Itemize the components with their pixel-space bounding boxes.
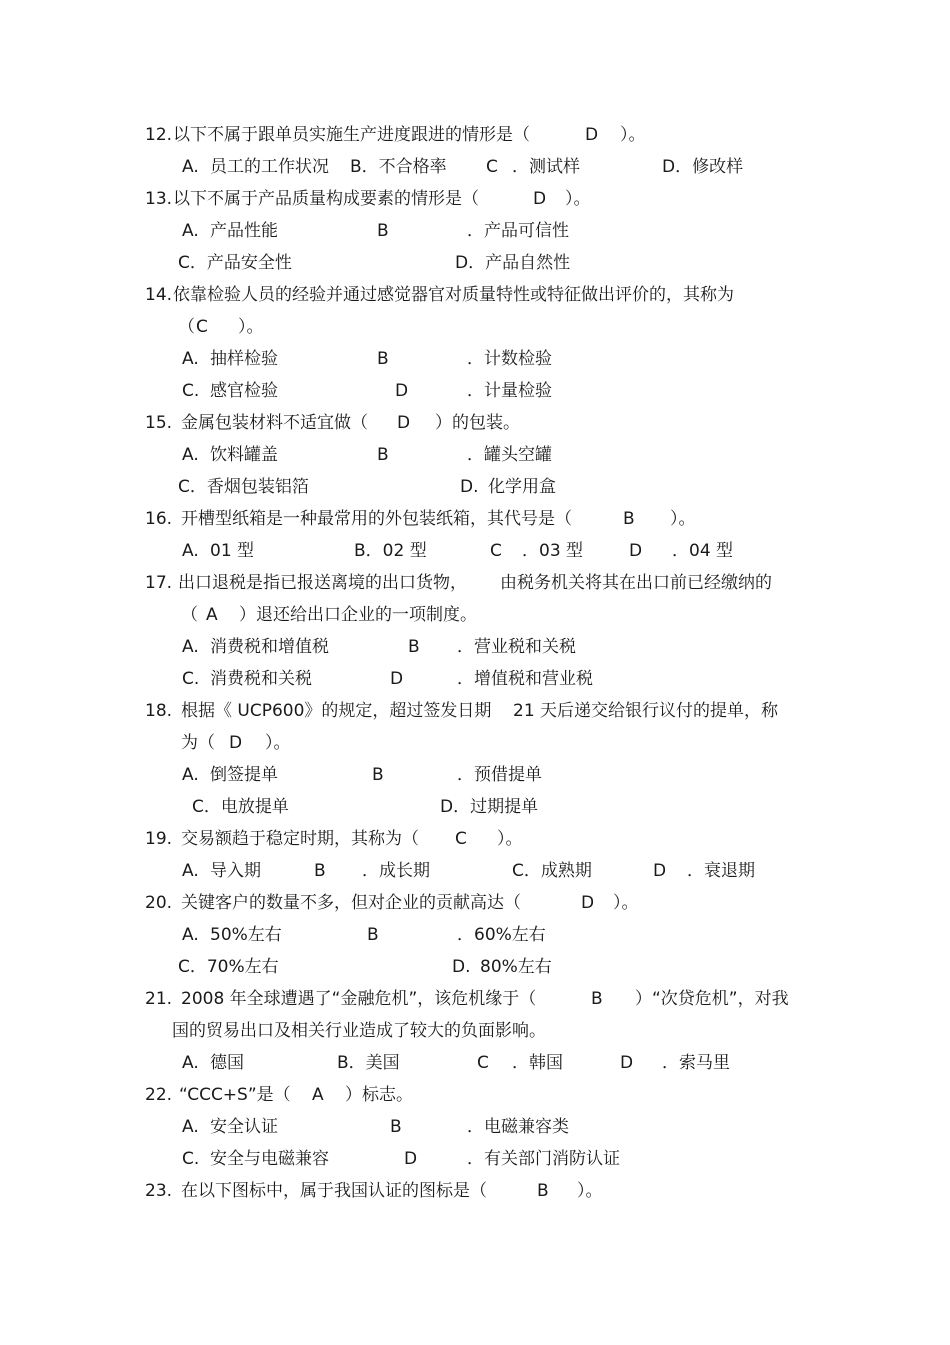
option-label: A.	[182, 765, 199, 785]
option-text: ．衰退期	[687, 861, 755, 881]
option-label: D	[620, 1053, 634, 1073]
option-text: C．产品安全性	[178, 253, 292, 273]
question-stem: 根据《 UCP600》的规定，超过签发日期	[181, 701, 492, 721]
stem-text: 为（	[181, 733, 215, 753]
answer-letter: C	[196, 317, 208, 337]
option-text: ．索马里	[662, 1053, 730, 1073]
option-label: D.	[460, 477, 479, 497]
option-text: 安全与电磁兼容	[210, 1149, 329, 1169]
answer-letter: A	[312, 1085, 324, 1105]
question-stem: 依靠检验人员的经验并通过感觉器官对质量特性或特征做出评价的，其称为	[173, 285, 734, 305]
option-label: C.	[182, 381, 200, 401]
option-text: ．电磁兼容类	[467, 1117, 569, 1137]
answer-letter: D	[397, 413, 411, 433]
question-number: 13.	[145, 189, 173, 209]
option-label: A.	[182, 157, 199, 177]
option-label: A.	[182, 445, 199, 465]
question-stem: 在以下图标中，属于我国认证的图标是（	[181, 1181, 487, 1201]
question-number: 18.	[145, 701, 173, 721]
answer-letter: B	[591, 989, 603, 1009]
option-label: A.	[182, 1117, 199, 1137]
answer-letter: A	[206, 605, 218, 625]
option-text: B．美国	[337, 1053, 400, 1073]
stem-text: 国的贸易出口及相关行业造成了较大的负面影响。	[172, 1021, 546, 1041]
option-label: A.	[182, 1053, 199, 1073]
option-text: 消费税和关税	[210, 669, 312, 689]
option-text: C．70%左右	[178, 957, 279, 977]
question-stem: 由税务机关将其在出口前已经缴纳的	[500, 573, 772, 593]
option-label: B	[377, 349, 389, 369]
option-text: B．不合格率	[350, 157, 447, 177]
option-text: 01 型	[210, 541, 255, 561]
stem-text: ）退还给出口企业的一项制度。	[239, 605, 477, 625]
option-label: A.	[182, 637, 199, 657]
option-text: ．营业税和关税	[457, 637, 576, 657]
option-text: ．成长期	[362, 861, 430, 881]
question-number: 15.	[145, 413, 173, 433]
stem-end: ）。	[265, 733, 291, 753]
option-label: B	[367, 925, 379, 945]
question-stem: 2008 年全球遭遇了“金融危机”，该危机缘于（	[181, 989, 537, 1009]
answer-letter: D	[585, 125, 599, 145]
option-text: 饮料罐盖	[210, 445, 278, 465]
option-label: D	[653, 861, 667, 881]
question-number: 14.	[145, 285, 173, 305]
option-text: 倒签提单	[210, 765, 278, 785]
stem-end: ）。	[577, 1181, 603, 1201]
option-label: B	[377, 221, 389, 241]
option-label: A.	[182, 861, 199, 881]
stem-end: ）的包装。	[435, 413, 520, 433]
option-text: C．电放提单	[192, 797, 289, 817]
option-text: 产品性能	[210, 221, 278, 241]
question-number: 17.	[145, 573, 173, 593]
option-text: 导入期	[210, 861, 261, 881]
question-stem: 交易额趋于稳定时期，其称为（	[181, 829, 419, 849]
option-label: D.	[452, 957, 471, 977]
answer-letter: B	[537, 1181, 549, 1201]
question-number: 23.	[145, 1181, 173, 1201]
question-number: 21.	[145, 989, 173, 1009]
option-text: 50%左右	[210, 925, 282, 945]
question-stem: 以下不属于产品质量构成要素的情形是（	[173, 189, 479, 209]
option-text: D．过期提单	[440, 797, 539, 817]
stem-end: ）。	[613, 893, 639, 913]
option-text: ．测试样	[512, 157, 580, 177]
option-text: 抽样检验	[210, 349, 278, 369]
stem-end: ）。	[670, 509, 696, 529]
option-label: A.	[182, 221, 199, 241]
option-text: 员工的工作状况	[210, 157, 329, 177]
question-number: 16.	[145, 509, 173, 529]
question-number: 19.	[145, 829, 173, 849]
question-number: 20.	[145, 893, 173, 913]
answer-letter: D	[533, 189, 547, 209]
option-text: D．修改样	[662, 157, 744, 177]
option-text: C．香烟包装铝箔	[178, 477, 309, 497]
stem-end: ）。	[497, 829, 523, 849]
option-label: C.	[182, 1149, 200, 1169]
stem-text: （	[178, 317, 195, 337]
option-text: D．产品自然性	[455, 253, 571, 273]
question-stem: 金属包装材料不适宜做（	[181, 413, 368, 433]
option-label: A.	[182, 925, 199, 945]
option-label: B	[372, 765, 384, 785]
stem-text: （	[181, 605, 198, 625]
option-label: D	[629, 541, 643, 561]
question-stem: 出口退税是指已报送离境的出口货物，	[178, 573, 467, 593]
stem-end: ）标志。	[345, 1085, 413, 1105]
question-stem: “CCC+S”是（	[179, 1085, 291, 1105]
option-label: C	[486, 157, 498, 177]
answer-letter: C	[455, 829, 467, 849]
option-text: 化学用盒	[488, 477, 556, 497]
option-text: ．有关部门消防认证	[467, 1149, 620, 1169]
option-text: ．计量检验	[467, 381, 552, 401]
option-text: ．60%左右	[457, 925, 546, 945]
answer-letter: D	[229, 733, 243, 753]
stem-end: ）。	[565, 189, 591, 209]
option-text: ．03 型	[522, 541, 584, 561]
option-text: ．产品可信性	[467, 221, 569, 241]
answer-letter: D	[581, 893, 595, 913]
option-text: ．增值税和营业税	[457, 669, 593, 689]
option-text: C．成熟期	[512, 861, 592, 881]
question-stem: 开槽型纸箱是一种最常用的外包装纸箱，其代号是（	[181, 509, 572, 529]
question-stem: ）“次贷危机”，对我	[635, 989, 789, 1009]
option-label: B	[377, 445, 389, 465]
option-label: D	[404, 1149, 418, 1169]
option-label: A.	[182, 349, 199, 369]
question-stem: 21 天后递交给银行议付的提单，称	[513, 701, 779, 721]
option-text: ．04 型	[672, 541, 734, 561]
option-label: B	[390, 1117, 402, 1137]
question-number: 22.	[145, 1085, 173, 1105]
option-text: 安全认证	[210, 1117, 278, 1137]
question-stem: 关键客户的数量不多，但对企业的贡献高达（	[181, 893, 521, 913]
option-text: ．计数检验	[467, 349, 552, 369]
stem-end: ）。	[620, 125, 646, 145]
option-label: A.	[182, 541, 199, 561]
option-label: B	[314, 861, 326, 881]
answer-letter: B	[623, 509, 635, 529]
option-text: B．02 型	[354, 541, 427, 561]
option-label: D	[390, 669, 404, 689]
option-text: 消费税和增值税	[210, 637, 329, 657]
option-text: ．预借提单	[457, 765, 542, 785]
option-label: C	[490, 541, 502, 561]
option-text: ．罐头空罐	[467, 445, 552, 465]
option-text: ．韩国	[512, 1053, 563, 1073]
stem-end: ）。	[238, 317, 264, 337]
option-text: 80%左右	[480, 957, 552, 977]
option-label: D	[395, 381, 409, 401]
option-label: C	[477, 1053, 489, 1073]
option-label: B	[408, 637, 420, 657]
option-label: C.	[182, 669, 200, 689]
question-stem: 以下不属于跟单员实施生产进度跟进的情形是（	[173, 125, 530, 145]
option-text: 德国	[210, 1053, 244, 1073]
option-text: 感官检验	[210, 381, 278, 401]
question-number: 12.	[145, 125, 173, 145]
